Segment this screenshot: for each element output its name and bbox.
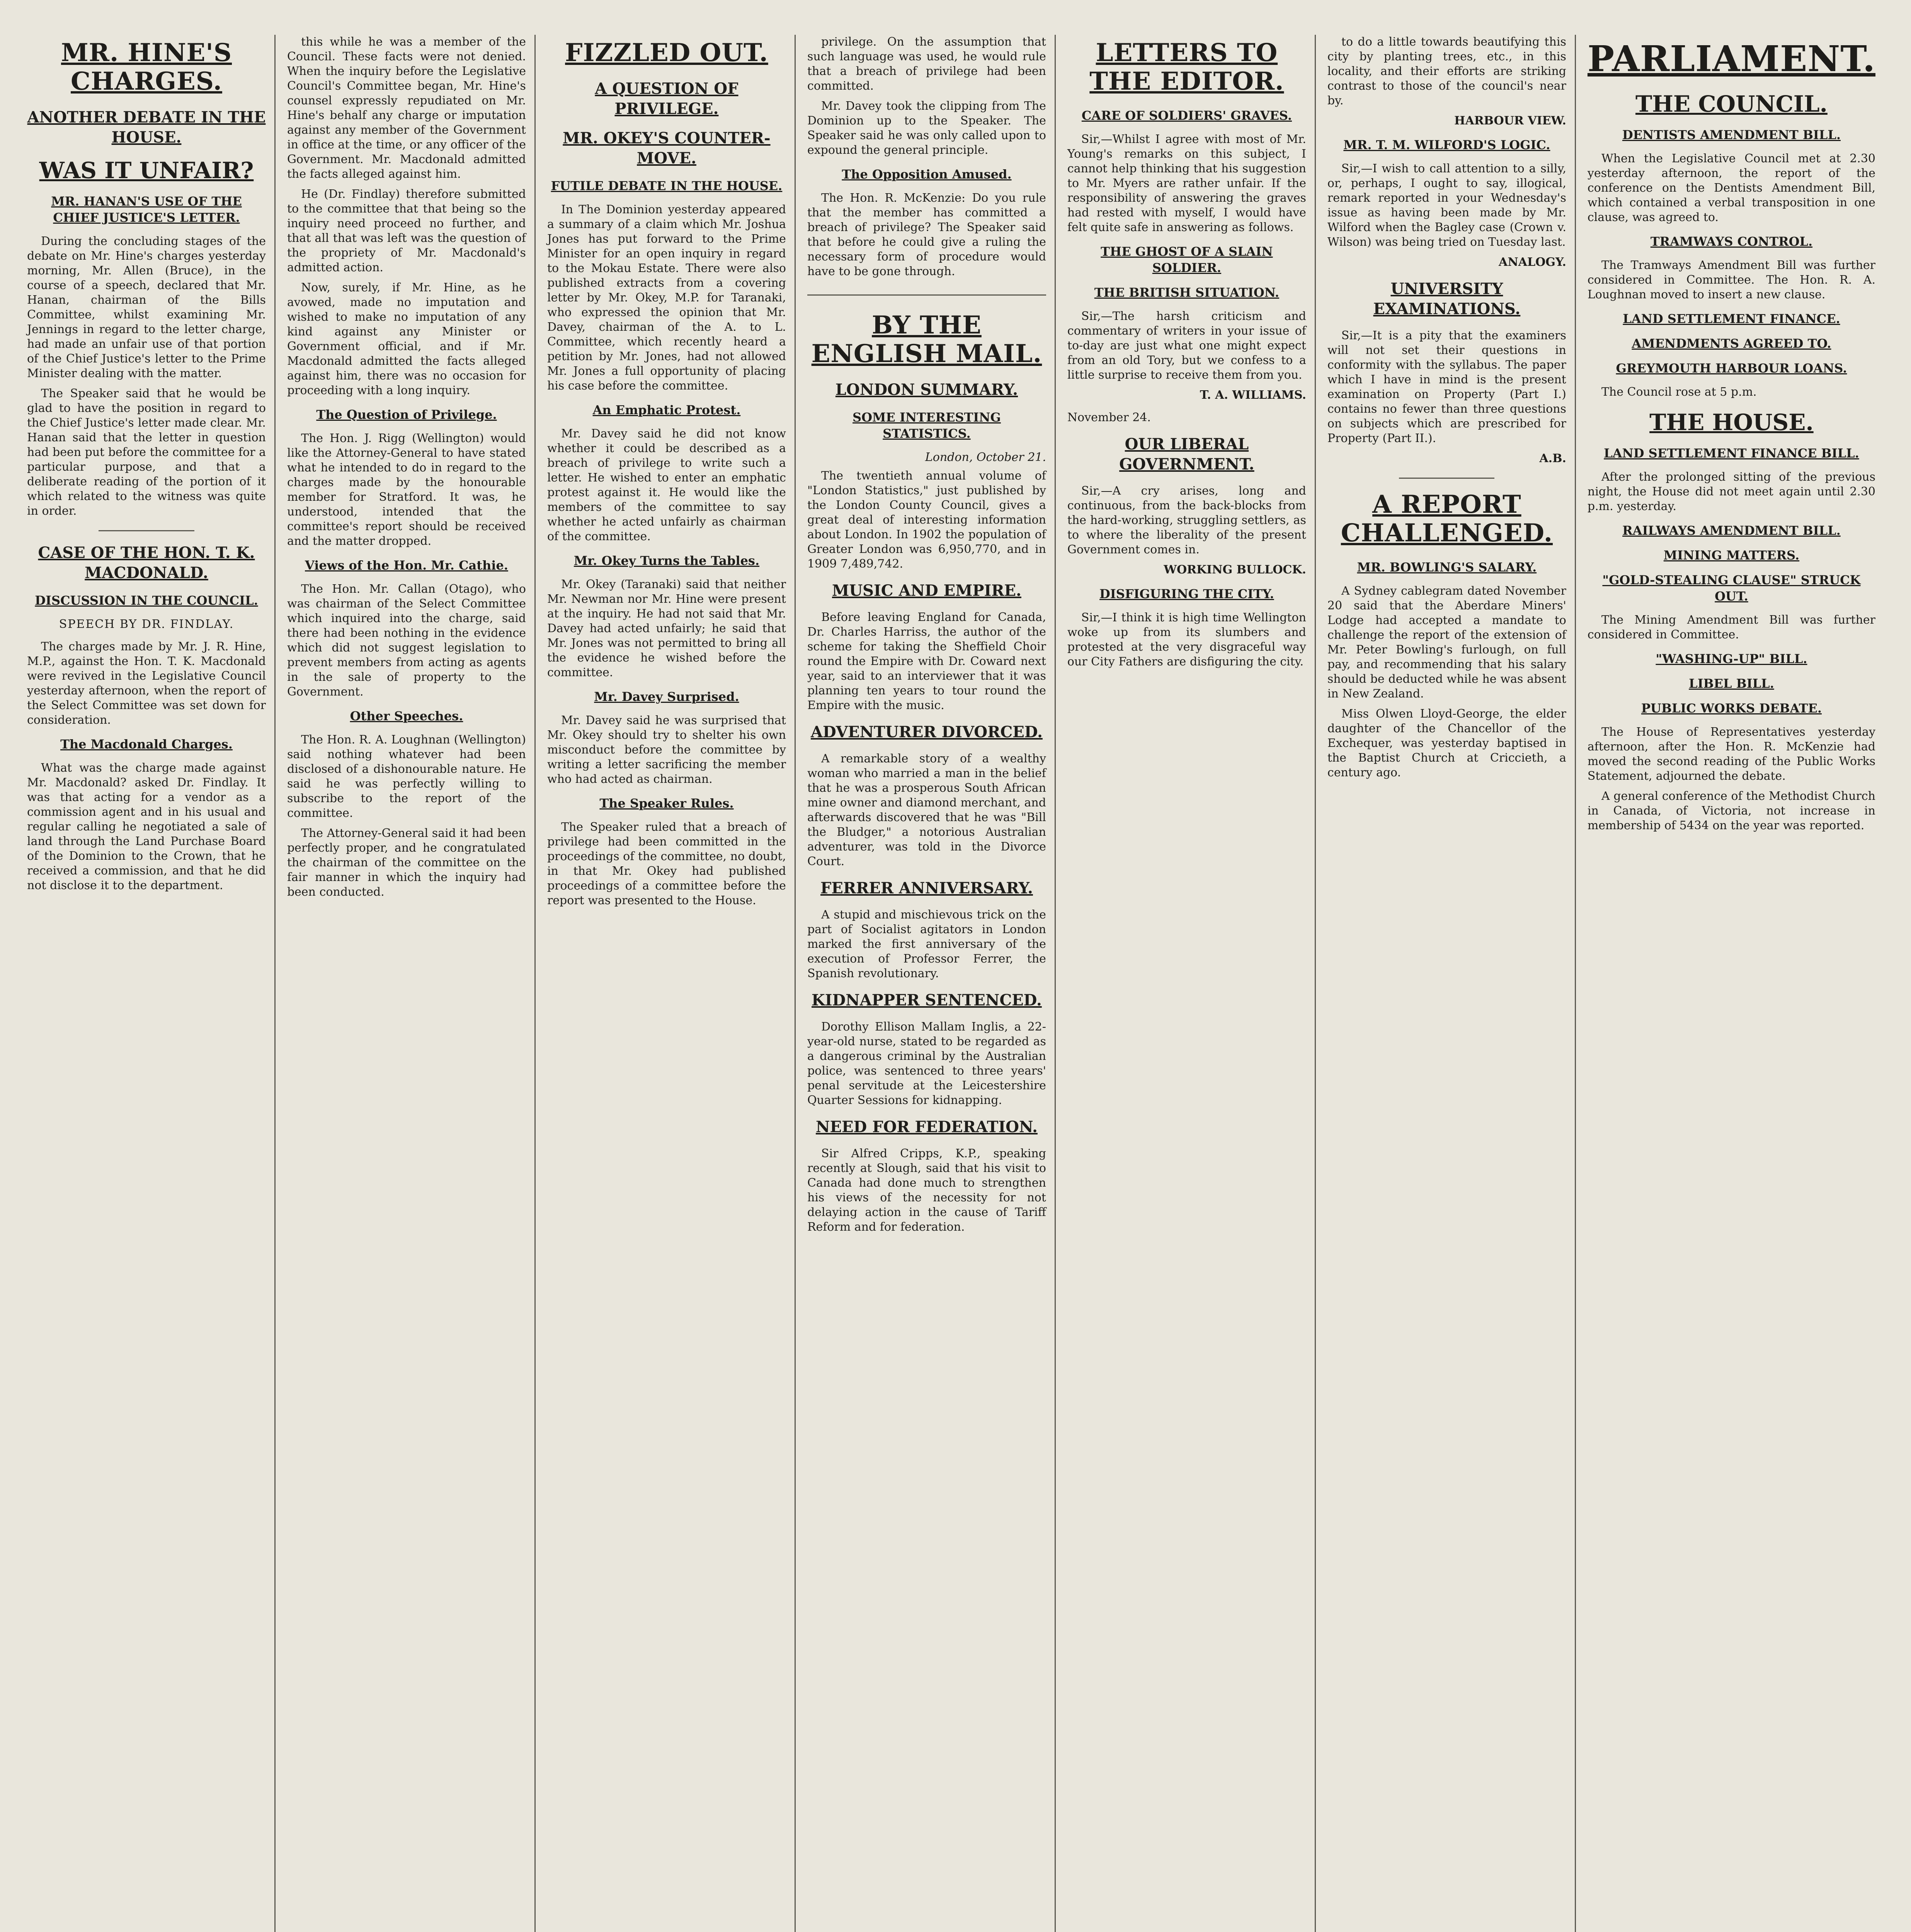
- section-heading: MINING MATTERS.: [1663, 548, 1800, 563]
- article-paragraph: The Tramways Amendment Bill was further considered in Committee. The Hon. R. A. Loughnan moved to insert a new clause.: [1587, 259, 1875, 301]
- section-heading: LAND SETTLEMENT FINANCE BILL.: [1604, 446, 1859, 461]
- article-subheading: LONDON SUMMARY.: [835, 381, 1018, 399]
- article-paragraph: Mr. Davey said he was surprised that Mr. Okey should try to shelter his own misconduct before the committee by writing a letter sacrificing the member who had acted as chairman.: [547, 714, 786, 786]
- article-paragraph: A general conference of the Methodist Church in Canada, of Victoria, not increase in membership of 5434 on the year was reported.: [1587, 789, 1875, 832]
- section-heading: LIBEL BILL.: [1689, 676, 1774, 691]
- article-subheading: MUSIC AND EMPIRE.: [832, 582, 1021, 600]
- section-heading: DENTISTS AMENDMENT BILL.: [1622, 128, 1841, 142]
- article-paragraph: A remarkable story of a wealthy woman who married a man in the belief that he was a prosperous South African mine owner and diamond merchant, and afterwards discovered that he was "Bill the Bludger," a notorious Australian adventurer, was told in the Divorce Court.: [807, 752, 1046, 868]
- article-subheading: THE BRITISH SITUATION.: [1094, 285, 1280, 300]
- article-subheading: CARE OF SOLDIERS' GRAVES.: [1081, 108, 1292, 123]
- article-paragraph: He (Dr. Findlay) therefore submitted to the committee that that being so the inquiry need proceed no further, and that all that was left was the question of the propriety of Mr. Macdonald's admitted action.: [287, 187, 526, 274]
- article-subheading: DISCUSSION IN THE COUNCIL.: [35, 593, 258, 608]
- article-paragraph: Now, surely, if Mr. Hine, as he avowed, made no imputation and wished to make no imputation of any kind against any Minister or Government official, and if Mr. Macdonald admitted the facts alleged against him, there was no occasion for proceeding with a long inquiry.: [287, 281, 526, 397]
- article-subheading: THE GHOST OF A SLAIN SOLDIER.: [1101, 244, 1273, 275]
- article-paragraph: Sir,—Whilst I agree with most of Mr. Young's remarks on this subject, I cannot help thinking that his suggestion to Mr. Myers are rather unfair. If the responsibility of answering the graves had rested with myself, I would have felt quite safe in answering as follows.: [1067, 133, 1306, 234]
- article-paragraph: A Sydney cablegram dated November 20 said that the Aberdare Miners' Lodge had accepted a mandate to challenge the report of the extension of Mr. Peter Bowling's furlough, on full pay, and recommending that his salary should be deducted while he was absent in New Zealand.: [1327, 584, 1566, 701]
- article-paragraph: In The Dominion yesterday appeared a summary of a claim which Mr. Joshua Jones has put forward to the Prime Minister for an open inquiry in regard to the Mokau Estate. There were also published extracts from a covering letter by Mr. Okey, M.P. for Taranaki, who expressed the opinion that Mr. Davey, chairman of the A. to L. Committee, which recently heard a petition by Mr. Jones, had not allowed Mr. Jones a full opportunity of placing his case before the committee.: [547, 203, 786, 393]
- article-subheading: NEED FOR FEDERATION.: [815, 1118, 1038, 1136]
- article-deck: MR. HANAN'S USE OF THE CHIEF JUSTICE'S LETTER.: [51, 194, 242, 225]
- article-headline: FIZZLED OUT.: [565, 38, 768, 67]
- section-heading: PUBLIC WORKS DEBATE.: [1641, 701, 1822, 716]
- article-paragraph: The Hon. R. McKenzie: Do you rule that the member has committed a breach of privilege? The Speaker said that before he could give a ruling the necessary form of procedure would have to be gone through.: [807, 191, 1046, 278]
- article-headline: MR. HINE'S CHARGES.: [61, 38, 232, 96]
- article-subheading: MR. OKEY'S COUNTER-MOVE.: [563, 129, 771, 167]
- column-2: [287, 35, 536, 1932]
- article-headline: A REPORT CHALLENGED.: [1341, 490, 1553, 548]
- section-heading: TRAMWAYS CONTROL.: [1650, 234, 1813, 249]
- article-paragraph: Sir,—The harsh criticism and commentary of writers in your issue of to-day are just what one might expect from an old Tory, but we confess to a little surprise to receive them from you.: [1067, 310, 1306, 382]
- section-heading: An Emphatic Protest.: [592, 403, 741, 417]
- article-paragraph: The twentieth annual volume of "London Statistics," just published by the London County Council, gives a great deal of interesting information about London. In 1902 the population of Greater London was 6,950,770, and in 1909 7,489,742.: [807, 469, 1046, 571]
- article-paragraph: Before leaving England for Canada, Dr. Charles Harriss, the author of the scheme for taking the Sheffield Choir round the Empire with Dr. Coward next year, said to an interviewer that it was planning ten years to tour round the Empire with the music.: [807, 611, 1046, 712]
- article-headline: LETTERS TO THE EDITOR.: [1089, 38, 1284, 96]
- article-paragraph: The Hon. R. A. Loughnan (Wellington) said nothing whatever had been disclosed of a dishonourable nature. He said he was perfectly willing to subscribe to the report of the committee.: [287, 733, 526, 820]
- article-subheading: UNIVERSITY EXAMINATIONS.: [1373, 280, 1521, 318]
- column-divider: [99, 530, 194, 531]
- section-heading: RAILWAYS AMENDMENT BILL.: [1622, 523, 1841, 538]
- article-paragraph: Miss Olwen Lloyd-George, the elder daughter of the Chancellor of the Exchequer, was yesterday baptised in the Baptist Church at Criccieth, a century ago.: [1327, 707, 1566, 779]
- article-paragraph: The Council rose at 5 p.m.: [1601, 385, 1757, 399]
- section-heading: The Opposition Amused.: [842, 167, 1012, 182]
- article-paragraph: When the Legislative Council met at 2.30 yesterday afternoon, the report of the conference on the Dentists Amendment Bill, which contained a verbal transposition in one clause, was agreed to.: [1587, 152, 1875, 224]
- article-paragraph: Sir,—A cry arises, long and continuous, from the back-blocks from the hard-working, struggling settlers, as to where the liberality of the present Government comes in.: [1067, 484, 1306, 556]
- article-paragraph: The Speaker ruled that a breach of privilege had been committed in the proceedings of the committee, no doubt, in that Mr. Okey had published proceedings of a committee before the report was presented to the House.: [547, 820, 786, 907]
- article-paragraph: A stupid and mischievous trick on the part of Socialist agitators in London marked the first anniversary of the execution of Professor Ferrer, the Spanish revolutionary.: [807, 908, 1046, 980]
- article-paragraph: The Attorney-General said it had been perfectly proper, and he congratulated the chairman of the committee on the fair manner in which the inquiry had been conducted.: [287, 827, 526, 899]
- article-paragraph: Mr. Davey said he did not know whether it could be described as a breach of privilege to write such a letter. He wished to enter an emphatic protest against it. He would like the members of the committee to say whether he acted unfairly as chairman of the committee.: [547, 427, 786, 543]
- column-6: [1327, 35, 1576, 1932]
- article-subheading: WAS IT UNFAIR?: [39, 157, 254, 184]
- column-3: [547, 35, 796, 1932]
- article-paragraph: The Hon. J. Rigg (Wellington) would like the Attorney-General to have stated what he intended to do in regard to the charges made by the honourable member for Stratford. It was, he understood, intended that the committee's report should be received and the matter dropped.: [287, 432, 526, 548]
- section-heading: Views of the Hon. Mr. Cathie.: [305, 558, 508, 573]
- article-headline: BY THE ENGLISH MAIL.: [811, 311, 1042, 368]
- section-heading: The Macdonald Charges.: [60, 737, 233, 752]
- article-paragraph: The Speaker said that he would be glad to have the position in regard to the Chief Justice's letter made clear. Mr. Hanan said that the letter in question had been put before the committee for a particular purpose, and that a deliberate reading of the portion of it which related to the witness was quite in order.: [27, 387, 266, 518]
- article-deck: FUTILE DEBATE IN THE HOUSE.: [551, 179, 783, 193]
- section-heading: LAND SETTLEMENT FINANCE.: [1623, 311, 1840, 326]
- article-paragraph: What was the charge made against Mr. Macdonald? asked Dr. Findlay. It was that acting for a vendor as a commission agent and in his usual and regular calling he negotiated a sale of land through the Land Purchase Board of the Dominion to the Crown, that he received a commission, and that he did not disclose it to the department.: [27, 761, 266, 892]
- article-subheading: FERRER ANNIVERSARY.: [820, 879, 1033, 897]
- article-subheading: ADVENTURER DIVORCED.: [810, 723, 1043, 741]
- article-subheading: A QUESTION OF PRIVILEGE.: [595, 80, 739, 118]
- section-heading: The Speaker Rules.: [599, 796, 734, 811]
- section-heading: AMENDMENTS AGREED TO.: [1632, 336, 1831, 351]
- letter-signature: HARBOUR VIEW.: [1454, 114, 1566, 128]
- article-paragraph: Sir,—I wish to call attention to a silly, or, perhaps, I ought to say, illogical, remark reported in your Wednesday's issue as having been made by Mr. Wilford when the Bagley case (Crown v. Wilson) was being tried on Tuesday last.: [1327, 162, 1566, 249]
- section-heading: Mr. Okey Turns the Tables.: [573, 553, 760, 568]
- letter-signature: A.B.: [1539, 452, 1566, 465]
- article-subheading: THE HOUSE.: [1649, 409, 1814, 435]
- article-paragraph: Sir,—It is a pity that the examiners will not set their questions in conformity with the syllabus. The paper which I have in mind is the present examination on Property (Part I.) contains no fewer than three questions on subjects which are prescribed for Property (Part II.).: [1327, 329, 1566, 445]
- article-paragraph: The charges made by Mr. J. R. Hine, M.P., against the Hon. T. K. Macdonald were revived in the Legislative Council yesterday afternoon, when the report of the Select Committee was set down for consideration.: [27, 640, 266, 727]
- article-paragraph: Mr. Okey (Taranaki) said that neither Mr. Newman nor Mr. Hine were present at the inquiry. He had not said that Mr. Davey had acted unfairly; he said that Mr. Jones was not permitted to bring all the evidence he wished before the committee.: [547, 578, 786, 679]
- article-subheading: OUR LIBERAL GOVERNMENT.: [1119, 435, 1254, 473]
- dateline: November 24.: [1067, 411, 1151, 424]
- article-subheading: KIDNAPPER SENTENCED.: [812, 991, 1042, 1009]
- article-paragraph: During the concluding stages of the debate on Mr. Hine's charges yesterday morning, Mr. Allen (Bruce), in the course of a speech, declared that Mr. Hanan, chairman of the Bills Committee, whilst examining Mr. Jennings in regard to the letter charge, had made an unfair use of that portion of the Chief Justice's letter to the Prime Minister dealing with the matter.: [27, 235, 266, 380]
- article-deck: SPEECH BY DR. FINDLAY.: [59, 617, 234, 631]
- column-divider: [807, 294, 1046, 296]
- section-heading: "GOLD-STEALING CLAUSE" STRUCK OUT.: [1602, 573, 1861, 604]
- article-headline: PARLIAMENT.: [1587, 38, 1875, 80]
- article-paragraph: The Hon. Mr. Callan (Otago), who was chairman of the Select Committee which inquired into the charge, said there had been nothing in the evidence which did not suggest legislation to prevent members from acting as agents in the sale of property to the Government.: [287, 582, 526, 699]
- article-paragraph: The House of Representatives yesterday afternoon, after the Hon. R. McKenzie had moved the second reading of the Public Works Statement, adjourned the debate.: [1587, 725, 1875, 783]
- column-7: [1588, 35, 1884, 1932]
- article-paragraph: After the prolonged sitting of the previous night, the House did not meet again until 2.30 p.m. yesterday.: [1587, 470, 1875, 513]
- section-heading: GREYMOUTH HARBOUR LOANS.: [1616, 361, 1847, 376]
- column-divider: [1399, 478, 1494, 479]
- section-heading: Other Speeches.: [350, 709, 463, 723]
- section-heading: The Question of Privilege.: [316, 407, 497, 422]
- letter-signature: WORKING BULLOCK.: [1164, 563, 1306, 577]
- article-paragraph: this while he was a member of the Council. These facts were not denied. When the inquiry before the Legislative Council's Committee began, Mr. Hine's counsel expressly repudiated on Mr. Hine's behalf any charge or imputation against any member of the Government in office at the time, or any officer of the Government. Mr. Macdonald admitted the facts alleged against him.: [287, 35, 526, 181]
- dateline: London, October 21.: [925, 451, 1046, 464]
- article-deck: SOME INTERESTING STATISTICS.: [853, 410, 1001, 441]
- article-paragraph: Sir Alfred Cripps, K.P., speaking recently at Slough, said that his visit to Canada had done much to strengthen his views of the necessity for not delaying action in the cause of Tariff Reform and for federation.: [807, 1147, 1046, 1234]
- article-subheading: THE COUNCIL.: [1635, 91, 1828, 117]
- article-paragraph: Sir,—I think it is high time Wellington woke up from its slumbers and protested at the very disgraceful way our City Fathers are disfiguring the city.: [1067, 611, 1306, 668]
- letter-signature: ANALOGY.: [1499, 255, 1566, 269]
- article-subheading: ANOTHER DEBATE IN THE HOUSE.: [27, 108, 266, 146]
- article-subheading: DISFIGURING THE CITY.: [1099, 587, 1274, 601]
- newspaper-columns: [27, 35, 1884, 1932]
- article-paragraph: Mr. Davey took the clipping from The Dominion up to the Speaker. The Speaker said he was only called upon to expound the general principle.: [807, 99, 1046, 157]
- letter-signature: T. A. WILLIAMS.: [1200, 388, 1306, 402]
- article-paragraph: to do a little towards beautifying this city by planting trees, etc., in this locality, and their efforts are striking contrast to those of the council's near by.: [1327, 35, 1566, 107]
- column-1: [27, 35, 276, 1932]
- section-heading: Mr. Davey Surprised.: [594, 689, 739, 704]
- article-paragraph: privilege. On the assumption that such language was used, he would rule that a breach of privilege had been committed.: [807, 35, 1046, 93]
- article-subheading: MR. BOWLING'S SALARY.: [1357, 560, 1537, 575]
- article-paragraph: Dorothy Ellison Mallam Inglis, a 22-year-old nurse, stated to be regarded as a dangerous criminal by the Australian police, was sentenced to three years' penal servitude at the Leicestershire Quarter Sessions for kidnapping.: [807, 1020, 1046, 1107]
- section-heading: "WASHING-UP" BILL.: [1656, 651, 1807, 666]
- article-paragraph: The Mining Amendment Bill was further considered in Committee.: [1587, 613, 1875, 641]
- article-headline: CASE OF THE HON. T. K. MACDONALD.: [38, 544, 255, 582]
- article-subheading: MR. T. M. WILFORD'S LOGIC.: [1343, 138, 1550, 152]
- column-5: [1067, 35, 1316, 1932]
- column-4: [807, 35, 1056, 1932]
